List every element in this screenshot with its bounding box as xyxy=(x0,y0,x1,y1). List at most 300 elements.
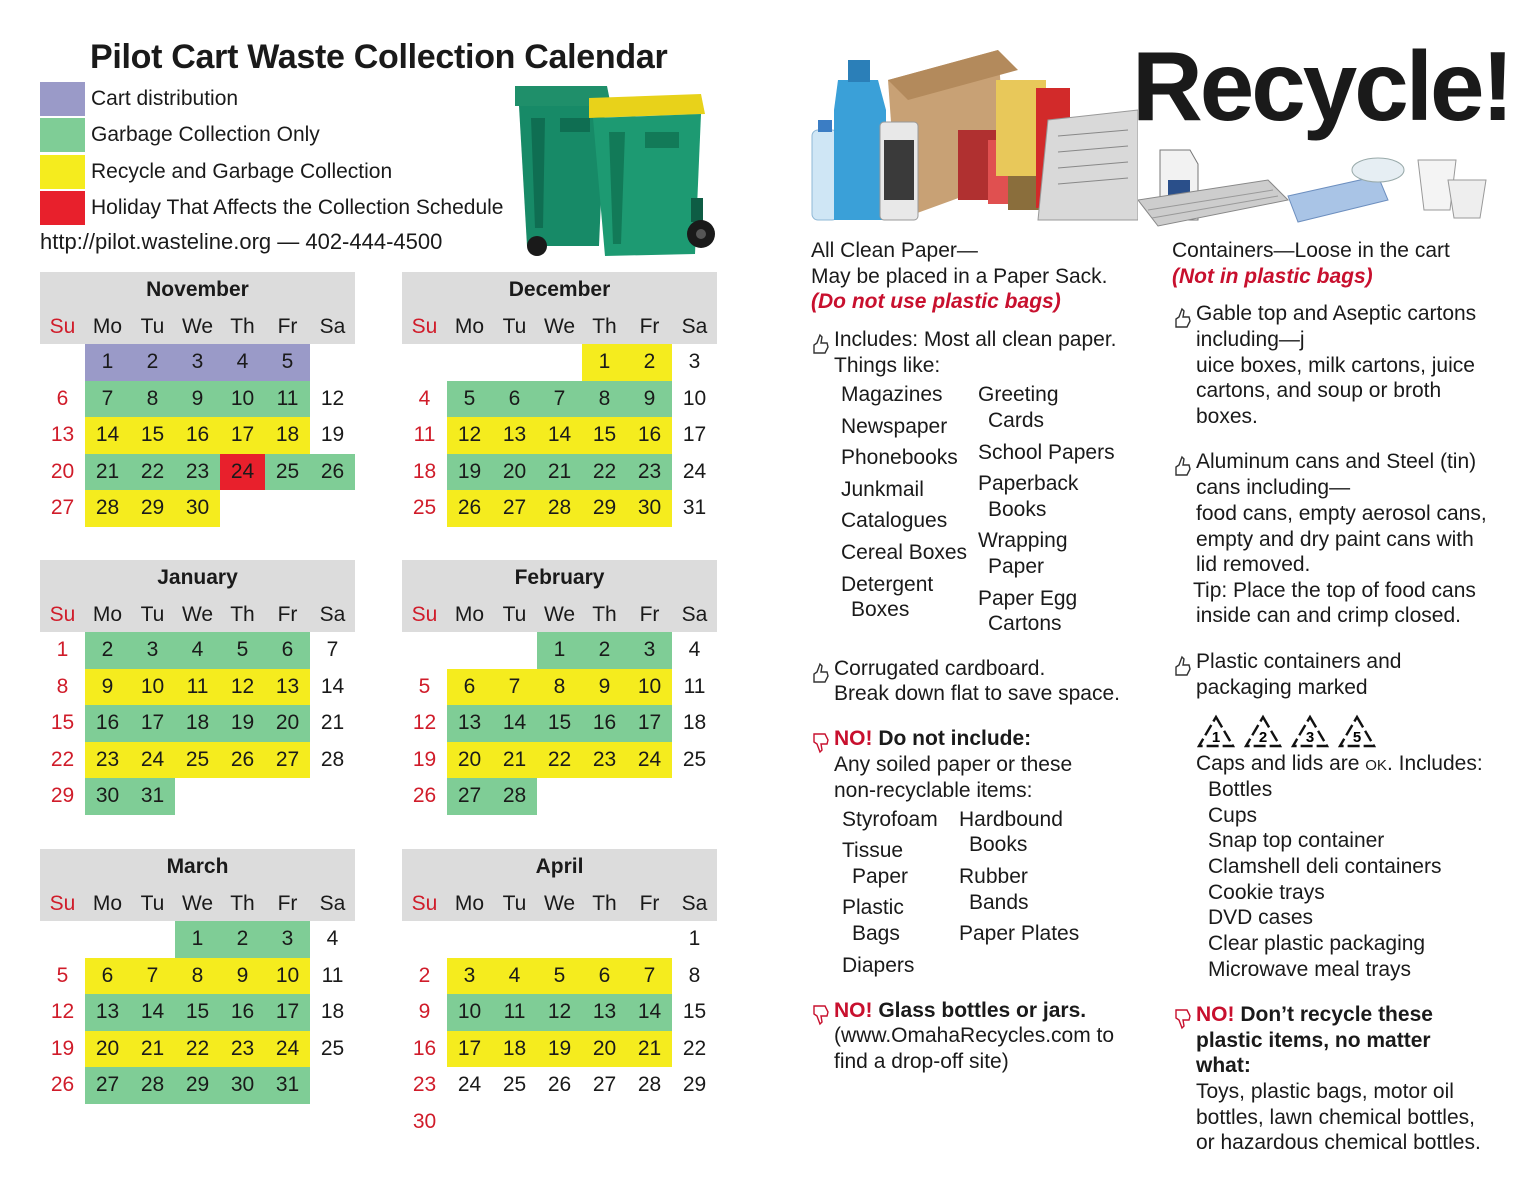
calendar-week xyxy=(40,344,355,381)
calendar-day: 12 xyxy=(412,711,437,734)
calendar-day: 23 xyxy=(582,742,627,779)
calendar-week xyxy=(402,454,717,491)
paper-item: Paperback xyxy=(978,472,1079,495)
weekday-header: We xyxy=(181,892,214,915)
calendar-day: 21 xyxy=(537,454,582,491)
calendar-week xyxy=(402,669,717,706)
recycle-symbol-2-icon xyxy=(1243,714,1283,750)
aerosol-can-icon xyxy=(880,122,918,220)
month-name: January xyxy=(40,560,355,596)
calendar-day: 8 xyxy=(56,674,69,698)
calendar-day: 11 xyxy=(413,423,436,446)
calendar-day: 2 xyxy=(627,344,672,381)
calendar-week xyxy=(40,778,355,815)
contact-info[interactable]: http://pilot.wasteline.org — 402-444-4500 xyxy=(40,229,443,254)
month-calendar-january xyxy=(40,560,355,815)
paper-no-heading xyxy=(834,726,1031,752)
calendar-day: 23 xyxy=(175,454,220,491)
calendar-day: 24 xyxy=(265,1031,310,1068)
calendar-day: 29 xyxy=(682,1073,707,1096)
calendar-day: 11 xyxy=(683,674,706,698)
thumbs-up-icon xyxy=(1172,307,1192,329)
month-name: February xyxy=(402,560,717,596)
calendar-day: 8 xyxy=(688,963,701,987)
month-calendar-december xyxy=(402,272,717,527)
calendar-day: 19 xyxy=(447,454,492,491)
paper-item: Greeting xyxy=(978,383,1059,406)
weekday-header: Sa xyxy=(681,892,708,915)
cartons-line: including—j xyxy=(1196,328,1305,351)
legend-label: Recycle and Garbage Collection xyxy=(91,160,393,183)
calendar-day: 30 xyxy=(85,778,130,815)
calendar-day: 17 xyxy=(265,994,310,1031)
calendar-day: 15 xyxy=(175,994,220,1031)
calendar-day: 16 xyxy=(627,417,672,454)
calendar-day: 30 xyxy=(220,1067,265,1104)
calendar-day: 4 xyxy=(175,632,220,669)
weekday-header: Fr xyxy=(639,892,660,915)
calendar-day: 3 xyxy=(175,344,220,381)
calendar-week xyxy=(402,994,717,1031)
calendar-day: 6 xyxy=(265,632,310,669)
thumbs-up-icon xyxy=(810,333,830,355)
calendar-day: 4 xyxy=(326,927,339,950)
calendar-day: 12 xyxy=(50,1000,75,1023)
calendar-day: 28 xyxy=(130,1067,175,1104)
calendar-week xyxy=(402,1067,717,1104)
calendar-day: 4 xyxy=(492,958,537,995)
calendar-day: 9 xyxy=(220,958,265,995)
calendar-day: 30 xyxy=(175,490,220,527)
paper-no-line: Any soiled paper or these xyxy=(834,753,1073,776)
weekday-header-row xyxy=(40,308,355,344)
month-calendar-november xyxy=(40,272,355,527)
weekday-header: Fr xyxy=(639,603,660,626)
recyclables-photo xyxy=(808,40,1138,230)
calendar-day: 2 xyxy=(220,921,265,958)
legend-item-cart-distribution xyxy=(40,82,238,116)
calendar-day: 10 xyxy=(220,381,265,418)
calendar-week xyxy=(402,632,717,669)
calendar-day xyxy=(85,921,130,958)
weekday-header: Mo xyxy=(92,315,123,338)
calendar-day: 6 xyxy=(582,958,627,995)
glass-dropoff-link[interactable]: (www.OmahaRecycles.com to xyxy=(834,1024,1115,1047)
calendar-week xyxy=(40,1067,355,1104)
cans-line: lid removed. xyxy=(1196,553,1311,576)
calendar-week xyxy=(402,958,717,995)
recyclables-photo-right xyxy=(1138,140,1488,230)
calendar-day: 22 xyxy=(682,1036,707,1060)
calendar-day: 15 xyxy=(582,417,627,454)
calendar-day xyxy=(492,344,537,381)
non-recyclable-item: Rubber xyxy=(959,865,1028,888)
weekday-header: Su xyxy=(49,603,76,626)
weekday-header: We xyxy=(543,892,576,915)
paper-includes-sub: Things like: xyxy=(834,354,941,377)
recycle-symbol-3-icon xyxy=(1290,714,1330,750)
calendar-day: 9 xyxy=(418,1000,431,1023)
cartons-line: boxes. xyxy=(1196,405,1258,428)
weekday-header: Mo xyxy=(454,892,485,915)
calendar-week xyxy=(40,381,355,418)
plastic-no-item: bottles, lawn chemical bottles, xyxy=(1196,1106,1475,1129)
calendar-day: 21 xyxy=(627,1031,672,1068)
weekday-header: We xyxy=(181,603,214,626)
weekday-header-row xyxy=(402,596,717,632)
calendar-day: 15 xyxy=(130,417,175,454)
waste-carts-illustration xyxy=(505,78,720,260)
calendar-day: 15 xyxy=(682,1000,707,1023)
calendar-day: 25 xyxy=(682,747,707,771)
legend-label: Garbage Collection Only xyxy=(91,123,320,146)
weekday-header: Mo xyxy=(454,603,485,626)
calendar-week xyxy=(402,1104,717,1141)
paper-item: Boxes xyxy=(851,598,910,621)
calendar-day xyxy=(537,921,582,958)
legend-swatch xyxy=(40,118,85,152)
month-calendar-march xyxy=(40,849,355,1104)
resin-code: 2 xyxy=(1258,729,1268,746)
weekday-header-row xyxy=(402,308,717,344)
calendar-day: 17 xyxy=(130,705,175,742)
calendar-day: 11 xyxy=(492,994,537,1031)
calendar-day: 26 xyxy=(220,742,265,779)
weekday-header: Tu xyxy=(140,603,165,626)
calendar-day: 27 xyxy=(592,1073,617,1096)
no-label: NO! xyxy=(1196,1003,1235,1026)
weekday-header: Sa xyxy=(319,315,346,338)
plastic-item: Cups xyxy=(1208,804,1258,827)
calendar-day: 7 xyxy=(537,381,582,418)
calendar-day: 2 xyxy=(418,963,431,987)
resin-code: 1 xyxy=(1211,729,1221,746)
plastic-item: Clear plastic packaging xyxy=(1208,932,1426,955)
calendar-day: 21 xyxy=(320,711,345,734)
calendar-week xyxy=(402,705,717,742)
calendar-day: 20 xyxy=(85,1031,130,1068)
legend-item-holiday xyxy=(40,191,503,225)
calendar-day: 28 xyxy=(492,778,537,815)
calendar-day: 1 xyxy=(85,344,130,381)
recycle-symbol-5-icon xyxy=(1337,714,1377,750)
month-calendar-april xyxy=(402,849,717,1140)
calendar-day: 2 xyxy=(85,632,130,669)
calendar-day: 26 xyxy=(447,490,492,527)
calendar-day: 1 xyxy=(175,921,220,958)
thumbs-down-icon xyxy=(1172,1008,1192,1030)
calendar-day: 22 xyxy=(130,454,175,491)
cartons-line: cartons, and soup or broth xyxy=(1196,379,1442,402)
calendar-day: 27 xyxy=(85,1067,130,1104)
paper-item: Phonebooks xyxy=(841,446,958,469)
calendar-week xyxy=(40,921,355,958)
calendar-day: 16 xyxy=(175,417,220,454)
plastic-line: packaging marked xyxy=(1196,676,1368,699)
cartons-line: uice boxes, milk cartons, juice xyxy=(1196,354,1475,377)
thumbs-up-icon xyxy=(1172,455,1192,477)
calendar-day: 23 xyxy=(220,1031,265,1068)
calendar-day: 14 xyxy=(627,994,672,1031)
calendar-day: 20 xyxy=(265,705,310,742)
calendar-day: 22 xyxy=(537,742,582,779)
calendar-day: 21 xyxy=(130,1031,175,1068)
calendar-day: 24 xyxy=(682,459,707,483)
calendar-day: 18 xyxy=(682,711,707,734)
calendar-week xyxy=(402,417,717,454)
detergent-jug-icon xyxy=(834,60,886,220)
containers-heading: Containers—Loose in the cart xyxy=(1172,239,1450,262)
calendar-title: Pilot Cart Waste Collection Calendar xyxy=(90,38,668,76)
calendar-week xyxy=(40,632,355,669)
calendar-day: 11 xyxy=(265,381,310,418)
calendar-day: 10 xyxy=(447,994,492,1031)
weekday-header: Fr xyxy=(277,315,298,338)
glass-dropoff-note: find a drop-off site) xyxy=(834,1050,1009,1073)
calendar-day: 29 xyxy=(50,784,75,807)
paper-item: School Papers xyxy=(978,441,1115,464)
resin-codes xyxy=(1196,714,1377,750)
cartons-line: Gable top and Aseptic cartons xyxy=(1196,302,1477,325)
calendar-day: 18 xyxy=(320,1000,345,1023)
plastic-item: Snap top container xyxy=(1208,829,1385,852)
paper-item: Cards xyxy=(988,409,1045,432)
weekday-header: Tu xyxy=(502,315,527,338)
caps-pre: Caps and lids are xyxy=(1196,752,1366,775)
calendar-day: 11 xyxy=(321,963,344,987)
plastic-line: Plastic containers and xyxy=(1196,650,1402,673)
weekday-header: Sa xyxy=(319,892,346,915)
weekday-header: Th xyxy=(592,603,617,626)
weekday-header: Sa xyxy=(681,315,708,338)
cans-line: cans including— xyxy=(1196,476,1351,499)
calendar-day: 12 xyxy=(320,386,345,410)
calendar-day: 17 xyxy=(682,423,707,446)
calendar-day: 11 xyxy=(175,669,220,706)
calendar-day: 26 xyxy=(547,1073,572,1096)
calendar-day: 15 xyxy=(50,711,75,734)
calendar-day xyxy=(447,344,492,381)
non-recyclable-item: Paper xyxy=(852,865,909,888)
calendar-day: 16 xyxy=(85,705,130,742)
paper-item: Paper xyxy=(988,555,1045,578)
weekday-header: Tu xyxy=(140,315,165,338)
plastic-no-heading xyxy=(1196,1002,1433,1028)
calendar-week xyxy=(40,994,355,1031)
paper-item: Cartons xyxy=(988,612,1062,635)
calendar-day xyxy=(40,344,85,381)
plastic-no-item: Toys, plastic bags, motor oil xyxy=(1196,1080,1454,1103)
calendar-day: 19 xyxy=(220,705,265,742)
month-name: December xyxy=(402,272,717,308)
weekday-header: Mo xyxy=(454,315,485,338)
calendar-day xyxy=(582,921,627,958)
calendar-week xyxy=(40,1031,355,1068)
calendar-day: 19 xyxy=(320,423,345,446)
calendar-day: 14 xyxy=(85,417,130,454)
caps-post: . Includes: xyxy=(1386,752,1483,775)
weekday-header: Tu xyxy=(502,603,527,626)
thumbs-down-icon xyxy=(810,1004,830,1026)
calendar-day: 14 xyxy=(320,674,345,698)
calendar-day: 3 xyxy=(688,350,701,373)
cans-line: empty and dry paint cans with xyxy=(1196,528,1474,551)
calendar-day: 22 xyxy=(582,454,627,491)
calendar-day: 7 xyxy=(627,958,672,995)
calendar-day: 8 xyxy=(130,381,175,418)
plastic-no-item: or hazardous chemical bottles. xyxy=(1196,1131,1481,1154)
paper-item: Paper Egg xyxy=(978,587,1078,610)
calendar-day xyxy=(402,921,447,958)
cans-line: Aluminum cans and Steel (tin) xyxy=(1196,450,1477,473)
calendar-day xyxy=(492,921,537,958)
calendar-week xyxy=(402,381,717,418)
calendar-day: 7 xyxy=(492,669,537,706)
calendar-day: 28 xyxy=(637,1073,662,1096)
calendar-day: 20 xyxy=(50,459,75,483)
weekday-header: Sa xyxy=(319,603,346,626)
calendar-day: 7 xyxy=(85,381,130,418)
calendar-day xyxy=(40,921,85,958)
calendar-day: 5 xyxy=(220,632,265,669)
calendar-day: 26 xyxy=(50,1073,75,1096)
plastic-item: Clamshell deli containers xyxy=(1208,855,1442,878)
calendar-day: 25 xyxy=(175,742,220,779)
legend-label: Holiday That Affects the Collection Schedule xyxy=(91,196,504,219)
calendar-day xyxy=(402,632,447,669)
newspapers-icon xyxy=(1038,110,1138,220)
calendar-day: 6 xyxy=(492,381,537,418)
calendar-day: 28 xyxy=(320,747,345,771)
calendar-day: 19 xyxy=(50,1036,75,1060)
weekday-header: We xyxy=(543,315,576,338)
calendar-week xyxy=(402,921,717,958)
calendar-day: 25 xyxy=(502,1073,527,1096)
non-recyclable-item: Diapers xyxy=(842,954,915,977)
plastic-item: Microwave meal trays xyxy=(1208,958,1412,981)
calendar-day: 18 xyxy=(492,1031,537,1068)
calendar-day: 22 xyxy=(175,1031,220,1068)
plastic-item: Cookie trays xyxy=(1208,881,1325,904)
calendar-day: 25 xyxy=(320,1036,345,1060)
calendar-week xyxy=(40,490,355,527)
calendar-day: 14 xyxy=(492,705,537,742)
glass-no-heading xyxy=(834,998,1086,1024)
weekday-header: Su xyxy=(49,315,76,338)
calendar-day: 18 xyxy=(175,705,220,742)
cans-line: food cans, empty aerosol cans, xyxy=(1196,502,1487,525)
non-recyclable-item: Tissue xyxy=(842,839,904,862)
legend-label: Cart distribution xyxy=(91,87,239,110)
calendar-day: 29 xyxy=(130,490,175,527)
calendar-day xyxy=(447,632,492,669)
weekday-header-row xyxy=(402,885,717,921)
calendar-day: 19 xyxy=(537,1031,582,1068)
plastic-cups-icon xyxy=(1418,160,1486,218)
weekday-header: Su xyxy=(411,315,438,338)
calendar-day: 24 xyxy=(130,742,175,779)
non-recyclable-item: Bands xyxy=(969,891,1029,914)
month-calendar-february xyxy=(402,560,717,815)
calendar-week xyxy=(40,742,355,779)
calendar-day: 12 xyxy=(537,994,582,1031)
resin-code: 5 xyxy=(1352,729,1362,746)
calendar-day: 24 xyxy=(220,454,265,491)
calendar-day: 16 xyxy=(412,1036,437,1060)
calendar-day: 5 xyxy=(56,963,69,987)
calendar-day: 5 xyxy=(447,381,492,418)
calendar-week xyxy=(402,1031,717,1068)
calendar-day: 5 xyxy=(265,344,310,381)
no-label: NO! xyxy=(834,999,873,1022)
calendar-day: 17 xyxy=(220,417,265,454)
no-heading-text: Don’t recycle these xyxy=(1240,1003,1433,1026)
plastic-item: DVD cases xyxy=(1208,906,1314,929)
non-recyclable-item: Plastic xyxy=(842,896,904,919)
weekday-header: Su xyxy=(411,892,438,915)
calendar-day: 16 xyxy=(220,994,265,1031)
plastic-item: Bottles xyxy=(1208,778,1273,801)
calendar-day: 31 xyxy=(682,496,707,519)
non-recyclable-item: Books xyxy=(969,833,1028,856)
calendar-day: 13 xyxy=(447,705,492,742)
weekday-header: Su xyxy=(411,603,438,626)
calendar-day: 1 xyxy=(582,344,627,381)
weekday-header: Su xyxy=(49,892,76,915)
legend-swatch xyxy=(40,155,85,189)
calendar-day: 23 xyxy=(85,742,130,779)
calendar-day: 5 xyxy=(418,674,431,698)
calendar-day: 3 xyxy=(265,921,310,958)
calendar-day: 25 xyxy=(412,496,437,519)
calendar-day: 13 xyxy=(265,669,310,706)
calendar-day: 8 xyxy=(582,381,627,418)
calendar-day: 22 xyxy=(50,747,75,771)
calendar-day: 29 xyxy=(582,490,627,527)
glass-bowl-icon xyxy=(1352,158,1404,182)
tip-line: inside can and crimp closed. xyxy=(1196,604,1461,627)
paper-no-line: non-recyclable items: xyxy=(834,779,1033,802)
weekday-header-row xyxy=(40,885,355,921)
calendar-day: 15 xyxy=(537,705,582,742)
calendar-day xyxy=(627,921,672,958)
paper-item: Junkmail xyxy=(841,478,924,501)
weekday-header: Tu xyxy=(140,892,165,915)
calendar-day: 12 xyxy=(447,417,492,454)
cardboard-heading: Corrugated cardboard. xyxy=(834,657,1046,680)
calendar-week xyxy=(402,344,717,381)
weekday-header: Th xyxy=(230,315,255,338)
calendar-day: 13 xyxy=(50,423,75,446)
calendar-day: 28 xyxy=(85,490,130,527)
calendar-day: 26 xyxy=(310,454,355,491)
legend-item-recycle xyxy=(40,155,392,189)
calendar-week xyxy=(40,705,355,742)
calendar-day: 1 xyxy=(688,927,701,950)
calendar-day: 8 xyxy=(175,958,220,995)
weekday-header: Mo xyxy=(92,603,123,626)
paper-item: Books xyxy=(988,498,1047,521)
weekday-header: Tu xyxy=(502,892,527,915)
calendar-day: 31 xyxy=(130,778,175,815)
paper-item: Magazines xyxy=(841,383,943,406)
calendar-day: 5 xyxy=(537,958,582,995)
containers-warning: (Not in plastic bags) xyxy=(1172,265,1373,288)
calendar-day: 4 xyxy=(220,344,265,381)
calendar-day: 7 xyxy=(130,958,175,995)
calendar-day: 1 xyxy=(56,638,69,661)
calendar-day: 4 xyxy=(688,638,701,661)
